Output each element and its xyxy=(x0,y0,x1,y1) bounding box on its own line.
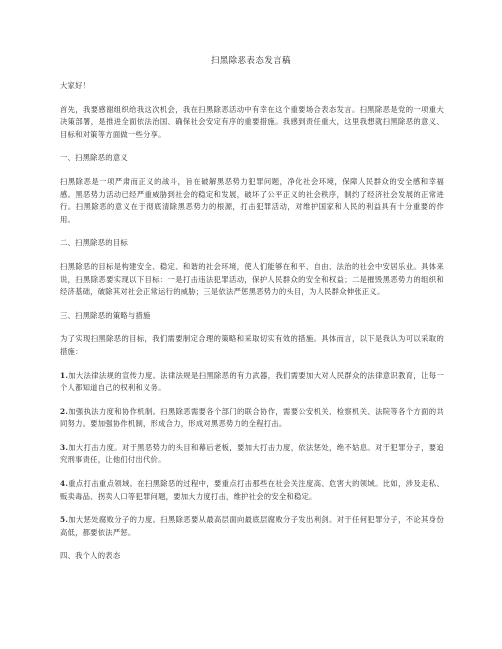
document-title: 扫黑除恶表态发言稿 xyxy=(210,55,292,65)
measure-number: 5. xyxy=(60,515,69,525)
measure-item xyxy=(60,514,444,539)
measure-number: 1. xyxy=(60,370,69,380)
section-body-1: 扫黑除恶是一项严肃而正义的战斗，旨在破解黑恶势力犯罪问题，净化社会环境，保障人民群众的安全感和幸福感。黑恶势力活动已经严重威胁到社会的稳定和发展，破坏了公平正义的社会秩序，制约了经济社会发展的正常进行。扫黑除恶的意义在于彻底清除黑恶势力的根源，打击犯罪活动，对维护国家和人民的利益具有十分重要的作用。 xyxy=(60,176,444,224)
measure-number: 2. xyxy=(60,406,69,416)
section-heading-2: 二、扫黑除恶的目标 xyxy=(60,238,128,248)
section-body-2: 扫黑除恶的目标是构建安全、稳定、和谐的社会环境，使人们能够在和平、自由、法治的社会中安居乐业。具体来说，扫黑除恶要实现以下目标：一是打击违法犯罪活动，保护人民群众的安全和权益；二是摧毁黑恶势力的组织和经济基础，破除其对社会正常运行的威胁；三是依法严惩黑恶势力的头目，为人民群众伸张正义。 xyxy=(60,261,444,297)
greeting: 大家好！ xyxy=(60,81,91,90)
section-heading-4: 四、我个人的表态 xyxy=(60,551,121,561)
intro-paragraph: 首先，我要感谢组织给我这次机会，我在扫黑除恶活动中有幸在这个重要场合表态发言。扫黑除恶是党的一项重大决策部署，是推进全面依法治国、确保社会安定有序的重要措施。我感到责任重大，这里我想就扫黑除恶的意义、目标和对策等方面做一些分享。 xyxy=(60,104,444,139)
measure-item xyxy=(60,442,444,467)
measure-item xyxy=(60,370,444,395)
document-body xyxy=(60,80,444,574)
measure-item xyxy=(60,406,444,431)
section-heading-3: 三、扫黑除恶的策略与措施 xyxy=(60,310,151,320)
measure-number: 3. xyxy=(60,442,69,452)
section-heading-1: 一、扫黑除恶的意义 xyxy=(60,153,128,163)
measure-text: 加大打击力度。对于黑恶势力的头目和幕后老板，要加大打击力度，依法惩处，绝不姑息。对于犯罪分子，要追究刑事责任，让他们付出代价。 xyxy=(60,442,444,465)
measure-text: 重点打击重点领域。在扫黑除恶的过程中，要重点打击那些在社会关注度高、危害大的领域。比如，涉及走私、贩卖毒品、拐卖人口等犯罪问题，要加大力度打击，维护社会的安全和稳定。 xyxy=(60,479,444,501)
measure-text: 加大惩处腐败分子的力度。扫黑除恶要从最高层面向最底层腐败分子发出利剑。对于任何犯罪分子，不论其身份高低，都要依法严惩。 xyxy=(60,515,444,537)
measure-item xyxy=(60,478,444,503)
measure-text: 加强执法力度和协作机制。扫黑除恶需要各个部门的联合协作，需要公安机关、检察机关、法院等各个方面的共同努力。要加强协作机制，形成合力，形成对黑恶势力的全程打击。 xyxy=(60,406,444,429)
measure-text: 加大法律法规的宣传力度。法律法规是扫黑除恶的有力武器，我们需要加大对人民群众的法律意识教育，让每一个人都知道自己的权利和义务。 xyxy=(60,370,444,393)
section-intro-3: 为了实现扫黑除恶的目标，我们需要制定合理的策略和采取切实有效的措施。具体而言，以下是我认为可以采取的措施： xyxy=(60,334,444,356)
measure-number: 4. xyxy=(60,479,69,489)
